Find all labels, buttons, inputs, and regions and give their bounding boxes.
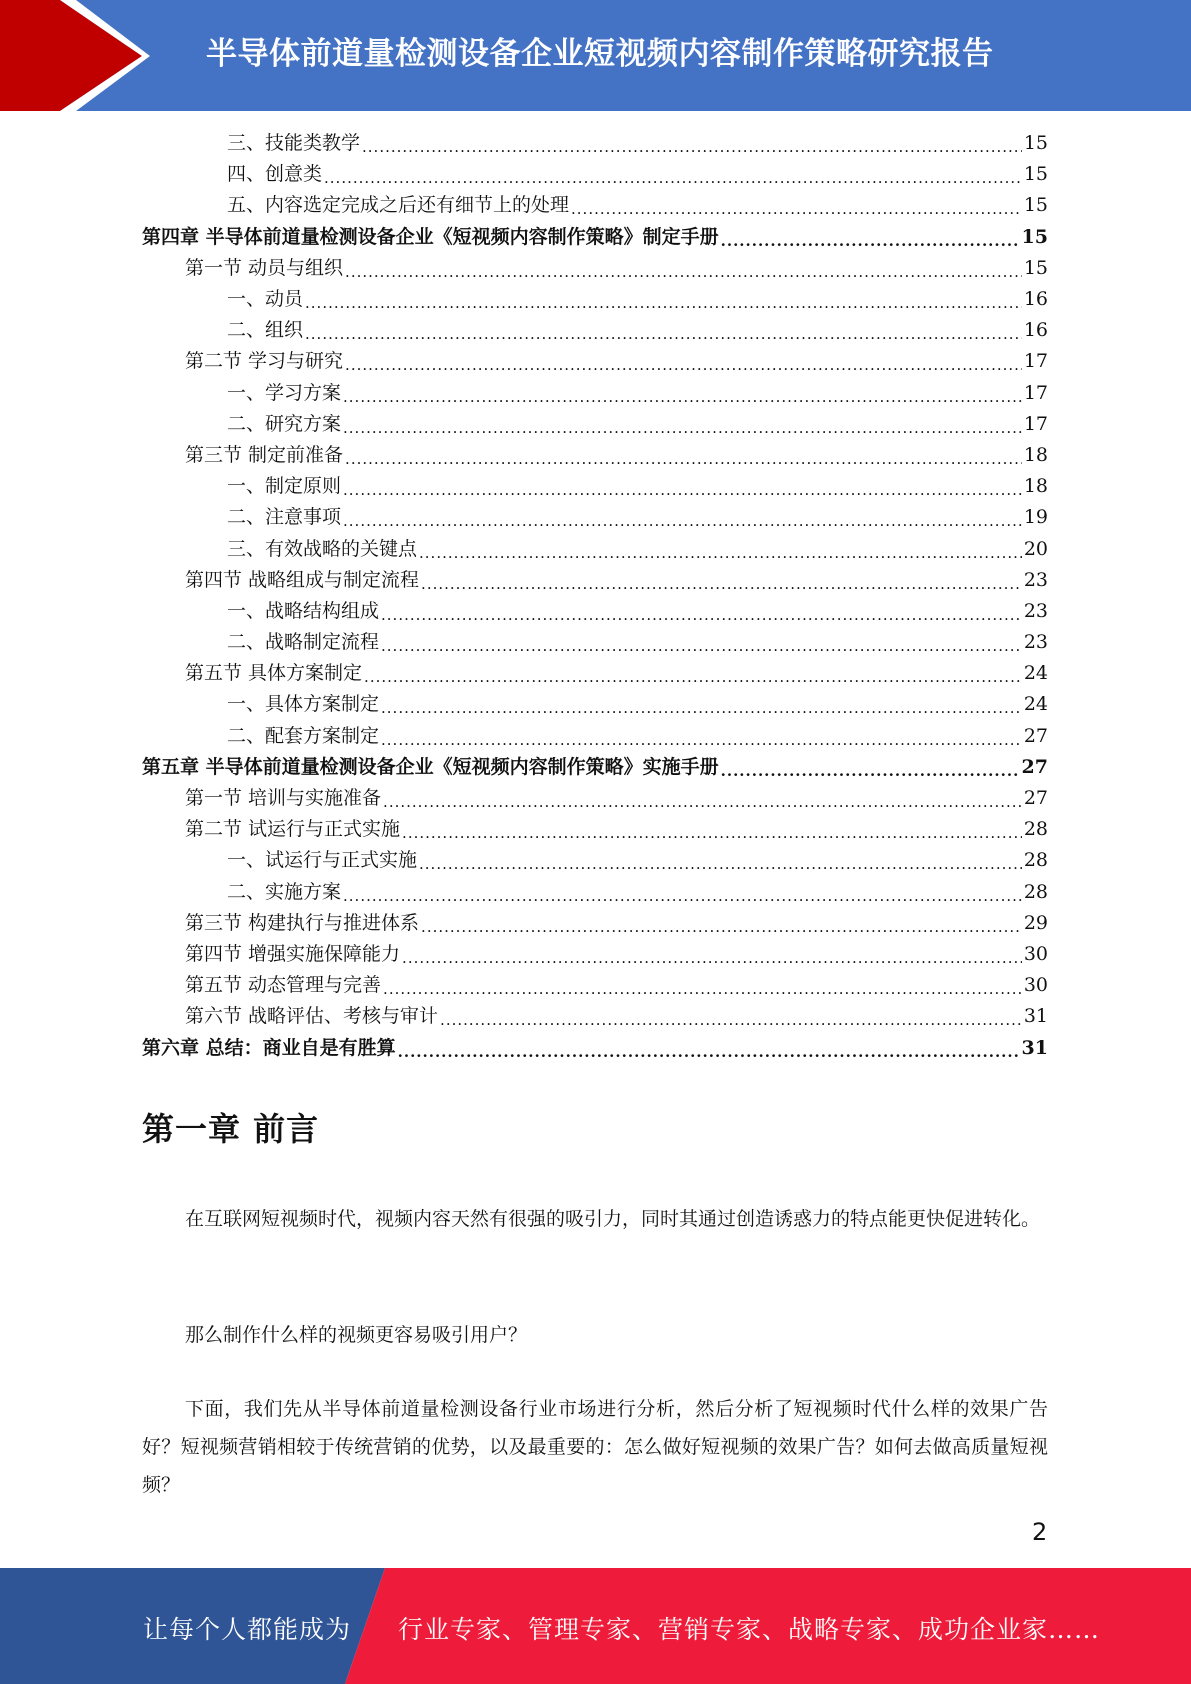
page-header (0, 0, 1191, 111)
toc-dot-leader (419, 534, 1022, 565)
toc-dot-leader (381, 627, 1022, 658)
toc-entry-title: 第二节 试运行与正式实施 (185, 818, 401, 841)
toc-dot-leader (345, 440, 1022, 471)
toc-entry[interactable] (142, 565, 1048, 596)
toc-entry-title: 第五章 半导体前道量检测设备企业《短视频内容制作策略》实施手册 (142, 755, 719, 778)
toc-entry-page: 15 (1023, 163, 1048, 186)
toc-entry[interactable] (142, 190, 1048, 221)
toc-dot-leader (398, 1033, 1020, 1064)
toc-dot-leader (343, 471, 1022, 502)
toc-entry-page: 15 (1023, 256, 1048, 279)
toc-entry-page: 29 (1023, 911, 1048, 934)
page-number: 2 (1032, 1518, 1048, 1546)
toc-entry-page: 16 (1023, 319, 1048, 342)
toc-dot-leader (343, 378, 1022, 409)
toc-dot-leader (402, 814, 1022, 845)
toc-entry-title: 二、战略制定流程 (227, 631, 380, 654)
toc-entry-page: 30 (1023, 974, 1048, 997)
toc-entry-title: 二、研究方案 (227, 412, 342, 435)
toc-entry[interactable] (142, 471, 1048, 502)
toc-entry-title: 四、创意类 (227, 163, 323, 186)
toc-entry-title: 第一节 培训与实施准备 (185, 787, 382, 810)
toc-entry-title: 第二节 学习与研究 (185, 350, 344, 373)
toc-entry-title: 一、制定原则 (227, 475, 342, 498)
toc-entry-title: 二、组织 (227, 319, 304, 342)
report-title: 半导体前道量检测设备企业短视频内容制作策略研究报告 (206, 36, 994, 72)
toc-entry-page: 19 (1023, 506, 1048, 529)
toc-entry-title: 一、战略结构组成 (227, 599, 380, 622)
toc-entry-page: 31 (1021, 1036, 1048, 1059)
toc-entry-page: 23 (1023, 631, 1048, 654)
toc-entry-page: 28 (1023, 880, 1048, 903)
toc-entry[interactable] (142, 721, 1048, 752)
toc-entry[interactable] (142, 346, 1048, 377)
toc-entry-title: 三、技能类教学 (227, 132, 361, 155)
toc-entry[interactable] (142, 1001, 1048, 1032)
toc-entry[interactable] (142, 970, 1048, 1001)
toc-dot-leader (381, 596, 1022, 627)
toc-entry[interactable] (142, 502, 1048, 533)
paragraph-2: 那么制作什么样的视频更容易吸引用户？ (185, 1324, 528, 1346)
toc-entry-page: 28 (1023, 849, 1048, 872)
toc-entry[interactable] (142, 627, 1048, 658)
toc-dot-leader (364, 658, 1022, 689)
toc-entry[interactable] (142, 752, 1048, 783)
toc-entry-page: 23 (1023, 599, 1048, 622)
toc-dot-leader (343, 409, 1022, 440)
toc-dot-leader (345, 346, 1022, 377)
toc-dot-leader (402, 939, 1022, 970)
toc-entry-page: 16 (1023, 288, 1048, 311)
toc-entry-page: 30 (1023, 942, 1048, 965)
toc-entry[interactable] (142, 814, 1048, 845)
toc-entry[interactable] (142, 1032, 1048, 1063)
toc-dot-leader (571, 190, 1022, 221)
toc-entry-title: 第四章 半导体前道量检测设备企业《短视频内容制作策略》制定手册 (142, 225, 719, 248)
toc-dot-leader (345, 253, 1022, 284)
toc-entry[interactable] (142, 378, 1048, 409)
toc-dot-leader (381, 689, 1022, 720)
toc-entry[interactable] (142, 315, 1048, 346)
toc-entry[interactable] (142, 877, 1048, 908)
toc-dot-leader (721, 222, 1020, 253)
toc-dot-leader (421, 908, 1022, 939)
toc-entry-page: 23 (1023, 568, 1048, 591)
toc-dot-leader (421, 565, 1022, 596)
toc-entry-page: 20 (1023, 537, 1048, 560)
toc-entry-title: 第四节 增强实施保障能力 (185, 942, 401, 965)
toc-entry-title: 第五节 具体方案制定 (185, 662, 363, 685)
toc-entry-page: 17 (1023, 381, 1048, 404)
toc-entry[interactable] (142, 159, 1048, 190)
toc-entry[interactable] (142, 939, 1048, 970)
toc-entry[interactable] (142, 908, 1048, 939)
toc-entry[interactable] (142, 253, 1048, 284)
toc-entry-page: 27 (1023, 787, 1048, 810)
toc-entry-page: 15 (1021, 225, 1048, 248)
toc-entry-title: 一、试运行与正式实施 (227, 849, 418, 872)
toc-entry[interactable] (142, 845, 1048, 876)
toc-dot-leader (381, 721, 1022, 752)
toc-entry[interactable] (142, 533, 1048, 564)
toc-entry[interactable] (142, 222, 1048, 253)
footer-slogan-right: 行业专家、管理专家、营销专家、战略专家、成功企业家…… (398, 1615, 1101, 1644)
toc-dot-leader (419, 845, 1022, 876)
toc-entry-page: 18 (1023, 443, 1048, 466)
toc-dot-leader (721, 752, 1020, 783)
toc-entry[interactable] (142, 409, 1048, 440)
toc-dot-leader (305, 315, 1022, 346)
toc-entry-page: 31 (1023, 1005, 1048, 1028)
toc-entry-page: 18 (1023, 475, 1048, 498)
toc-entry-page: 28 (1023, 818, 1048, 841)
toc-dot-leader (343, 502, 1022, 533)
toc-entry-title: 第三节 构建执行与推进体系 (185, 911, 420, 934)
paragraph-1: 在互联网短视频时代，视频内容天然有很强的吸引力，同时其通过创造诱惑力的特点能更快促进转化。 (185, 1208, 1041, 1230)
toc-entry-page: 17 (1023, 412, 1048, 435)
toc-dot-leader (362, 128, 1022, 159)
toc-entry[interactable] (142, 783, 1048, 814)
table-of-contents (142, 128, 1048, 1064)
toc-entry-title: 一、具体方案制定 (227, 693, 380, 716)
toc-entry-title: 第六节 战略评估、考核与审计 (185, 1005, 439, 1028)
toc-entry-title: 第三节 制定前准备 (185, 443, 344, 466)
toc-entry-title: 一、学习方案 (227, 381, 342, 404)
toc-entry[interactable] (142, 284, 1048, 315)
toc-entry-page: 17 (1023, 350, 1048, 373)
toc-entry-page: 27 (1023, 724, 1048, 747)
toc-entry-page: 24 (1023, 662, 1048, 685)
toc-entry-page: 27 (1021, 755, 1048, 778)
toc-dot-leader (343, 877, 1022, 908)
chapter-title: 第一章 前言 (142, 1110, 320, 1148)
toc-entry-title: 二、注意事项 (227, 506, 342, 529)
toc-entry[interactable] (142, 128, 1048, 159)
toc-entry-title: 第四节 战略组成与制定流程 (185, 568, 420, 591)
toc-entry-title: 二、配套方案制定 (227, 724, 380, 747)
toc-entry-title: 第五节 动态管理与完善 (185, 974, 382, 997)
toc-entry-title: 五、内容选定完成之后还有细节上的处理 (227, 194, 570, 217)
toc-entry[interactable] (142, 689, 1048, 720)
toc-entry-page: 24 (1023, 693, 1048, 716)
paragraph-3: 下面，我们先从半导体前道量检测设备行业市场进行分析，然后分析了短视频时代什么样的效果广告好？短视频营销相较于传统营销的优势，以及最重要的：怎么做好短视频的效果广告？如何去做高质量短视频？ (142, 1398, 1048, 1496)
footer-slogan-left: 让每个人都能成为 (143, 1615, 352, 1644)
toc-dot-leader (305, 284, 1022, 315)
toc-entry[interactable] (142, 440, 1048, 471)
toc-dot-leader (383, 783, 1022, 814)
toc-entry-title: 二、实施方案 (227, 880, 342, 903)
toc-entry-page: 15 (1023, 194, 1048, 217)
toc-entry-title: 一、动员 (227, 288, 304, 311)
toc-entry[interactable] (142, 658, 1048, 689)
toc-entry-title: 第一节 动员与组织 (185, 256, 344, 279)
toc-entry-page: 15 (1023, 132, 1048, 155)
toc-dot-leader (383, 970, 1022, 1001)
toc-dot-leader (324, 159, 1022, 190)
toc-dot-leader (440, 1001, 1022, 1032)
toc-entry[interactable] (142, 596, 1048, 627)
toc-entry-title: 三、有效战略的关键点 (227, 537, 418, 560)
toc-entry-title: 第六章 总结：商业自是有胜算 (142, 1036, 396, 1059)
